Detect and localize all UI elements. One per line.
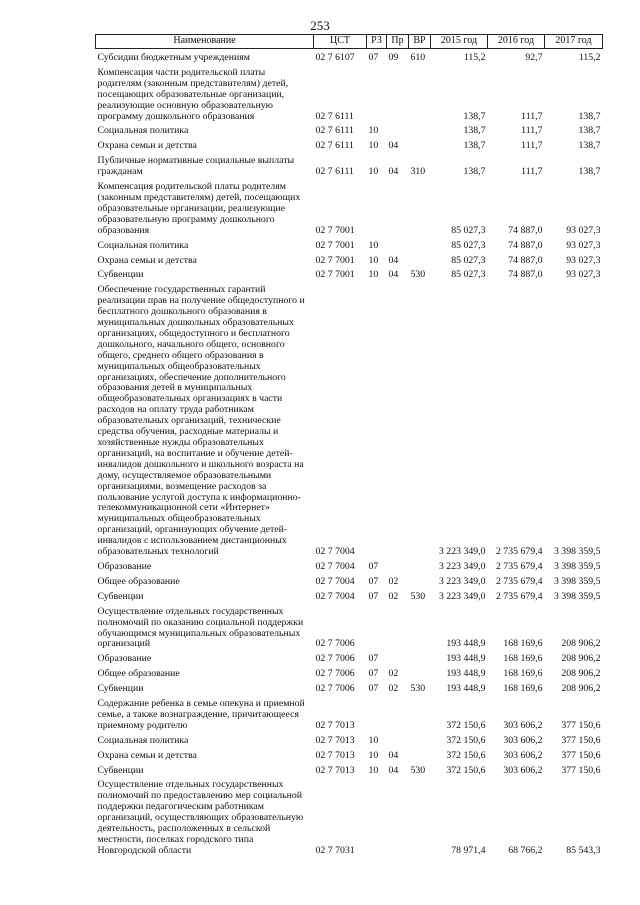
row-cst: 02 7 7004 xyxy=(315,560,355,572)
row-pr xyxy=(387,178,409,237)
row-vr xyxy=(409,665,431,680)
row-2016: 111,7 xyxy=(521,125,543,137)
row-2016: 303 606,2 xyxy=(503,734,543,746)
row-name: Образование xyxy=(97,653,152,665)
row-pr xyxy=(387,603,409,651)
row-2017: 3 398 359,5 xyxy=(553,560,601,572)
row-2017: 85 543,3 xyxy=(566,844,601,856)
table-row xyxy=(96,237,603,252)
row-2015: 3 223 349,0 xyxy=(438,575,486,587)
table-row xyxy=(96,558,603,573)
row-2017: 208 906,2 xyxy=(561,653,601,665)
row-name: Общее образование xyxy=(97,668,180,680)
header-cst: ЦСТ xyxy=(314,35,367,49)
row-2015: 85 027,3 xyxy=(451,269,486,281)
row-name: Охрана семьи и детства xyxy=(97,749,197,761)
row-2015: 193 448,9 xyxy=(446,668,486,680)
row-2015: 372 150,6 xyxy=(446,764,486,776)
row-2016: 2 735 679,4 xyxy=(495,575,543,587)
row-vr xyxy=(409,281,431,558)
row-rz: 10 xyxy=(368,734,379,746)
row-cst: 02 7 7013 xyxy=(315,719,355,731)
table-row xyxy=(96,603,603,651)
row-cst: 02 7 7001 xyxy=(315,254,355,266)
table-header-row xyxy=(96,35,603,49)
row-2015: 3 223 349,0 xyxy=(438,546,486,558)
row-2015: 138,7 xyxy=(463,166,486,178)
row-2015: 138,7 xyxy=(463,110,486,122)
row-2016: 303 606,2 xyxy=(503,764,543,776)
row-vr: 530 xyxy=(410,683,426,695)
row-2017: 93 027,3 xyxy=(566,254,601,266)
row-2017: 115,2 xyxy=(578,52,601,63)
row-name: Публичные нормативные социальные выплаты гражданам xyxy=(97,155,295,178)
row-name: Осуществление отдельных государственных полномочий по оказанию социальной поддержки обучающимся муниципальных образовательных организаций xyxy=(97,605,304,650)
row-rz: 07 xyxy=(368,653,379,665)
header-vr: ВР xyxy=(409,35,431,49)
table-row xyxy=(96,281,603,558)
row-vr xyxy=(409,603,431,651)
row-cst: 02 7 7001 xyxy=(315,224,355,236)
row-rz xyxy=(367,695,387,732)
row-vr xyxy=(409,64,431,123)
table-row xyxy=(96,252,603,267)
row-cst: 02 7 7001 xyxy=(315,269,355,281)
row-vr: 310 xyxy=(410,166,426,178)
row-vr: 530 xyxy=(410,269,426,281)
row-pr: 02 xyxy=(388,575,399,587)
row-vr xyxy=(409,178,431,237)
row-rz xyxy=(367,64,387,123)
row-vr: 530 xyxy=(410,764,426,776)
row-name: Общее образование xyxy=(97,575,180,587)
row-rz: 10 xyxy=(368,166,379,178)
page-number: 253 xyxy=(310,18,330,33)
row-cst: 02 7 7006 xyxy=(315,638,355,650)
row-pr xyxy=(387,558,409,573)
row-cst: 02 7 7013 xyxy=(315,749,355,761)
row-rz: 07 xyxy=(368,668,379,680)
header-pr: Пр xyxy=(387,35,409,49)
table-row xyxy=(96,762,603,777)
row-cst: 02 7 7004 xyxy=(315,590,355,602)
row-rz: 10 xyxy=(368,125,379,137)
row-vr xyxy=(409,122,431,137)
header-2017: 2017 год xyxy=(545,35,603,49)
row-2016: 68 766,2 xyxy=(508,844,543,856)
row-rz: 07 xyxy=(368,683,379,695)
row-2017: 377 150,6 xyxy=(561,734,601,746)
row-rz: 10 xyxy=(368,749,379,761)
row-pr: 04 xyxy=(388,269,399,281)
row-cst: 02 7 6111 xyxy=(315,125,354,137)
row-name: Субсидии бюджетным учреждениям xyxy=(97,52,250,63)
row-2016: 168 169,6 xyxy=(503,683,543,695)
row-rz: 07 xyxy=(368,590,379,602)
row-2017: 93 027,3 xyxy=(566,224,601,236)
row-2017: 138,7 xyxy=(578,125,601,137)
row-2017: 377 150,6 xyxy=(561,719,601,731)
row-name: Осуществление отдельных государственных полномочий по предоставлению мер социальной поддержки педагогическим работникам организаций, осуществляющих образовательную деятельность, расположенных в сельской местности, поселках городского типа Новгородской области xyxy=(97,779,304,856)
row-name: Компенсация родительской платы родителям (законным представителям) детей, посещающих образовательные организации, реализующие образовательную программу дошкольного образования xyxy=(97,181,301,236)
row-pr xyxy=(387,64,409,123)
row-2017: 208 906,2 xyxy=(561,668,601,680)
row-pr xyxy=(387,650,409,665)
row-vr xyxy=(409,137,431,152)
row-pr: 04 xyxy=(388,254,399,266)
row-2015: 78 971,4 xyxy=(451,844,486,856)
table-row xyxy=(96,776,603,856)
row-2015: 372 150,6 xyxy=(446,719,486,731)
row-vr xyxy=(409,695,431,732)
row-pr xyxy=(387,237,409,252)
row-2017: 138,7 xyxy=(578,140,601,152)
row-pr: 02 xyxy=(388,590,399,602)
row-vr xyxy=(409,747,431,762)
row-2016: 74 887,0 xyxy=(508,224,543,236)
table-row xyxy=(96,695,603,732)
row-vr xyxy=(409,650,431,665)
table-row xyxy=(96,137,603,152)
row-2017: 93 027,3 xyxy=(566,239,601,251)
row-2015: 3 223 349,0 xyxy=(438,590,486,602)
row-rz: 10 xyxy=(368,140,379,152)
header-rz: РЗ xyxy=(367,35,387,49)
row-vr xyxy=(409,776,431,856)
row-2016: 168 169,6 xyxy=(503,638,543,650)
budget-table xyxy=(95,34,603,857)
row-name: Субвенции xyxy=(97,764,144,776)
row-name: Образование xyxy=(97,560,152,572)
row-cst: 02 7 7006 xyxy=(315,653,355,665)
row-pr: 04 xyxy=(388,764,399,776)
row-2017: 93 027,3 xyxy=(566,269,601,281)
table-row xyxy=(96,732,603,747)
table-row xyxy=(96,747,603,762)
row-cst: 02 7 7004 xyxy=(315,575,355,587)
row-2016: 168 169,6 xyxy=(503,668,543,680)
row-pr: 09 xyxy=(388,52,399,63)
row-cst: 02 7 6111 xyxy=(315,140,354,152)
row-name: Охрана семьи и детства xyxy=(97,254,197,266)
row-2015: 115,2 xyxy=(463,52,486,63)
row-2017: 208 906,2 xyxy=(561,683,601,695)
row-name: Субвенции xyxy=(97,269,144,281)
row-cst: 02 7 7004 xyxy=(315,546,355,558)
row-pr xyxy=(387,122,409,137)
row-vr: 530 xyxy=(410,590,426,602)
row-2016: 168 169,6 xyxy=(503,653,543,665)
row-2017: 377 150,6 xyxy=(561,764,601,776)
row-pr xyxy=(387,776,409,856)
table-row xyxy=(96,650,603,665)
row-vr xyxy=(409,252,431,267)
row-2015: 193 448,9 xyxy=(446,638,486,650)
row-2017: 3 398 359,5 xyxy=(553,575,601,587)
row-name: Социальная политика xyxy=(97,125,189,137)
row-rz xyxy=(367,776,387,856)
row-2016: 74 887,0 xyxy=(508,269,543,281)
row-name: Социальная политика xyxy=(97,734,189,746)
row-vr xyxy=(409,573,431,588)
row-name: Компенсация части родительской платы родителям (законным представителям) детей, посещающих образовательные организации, реализующие основную образовательную программу дошкольного образования xyxy=(97,66,289,122)
row-2017: 138,7 xyxy=(578,166,601,178)
row-cst: 02 7 7001 xyxy=(315,239,355,251)
row-pr: 02 xyxy=(388,683,399,695)
row-2015: 85 027,3 xyxy=(451,254,486,266)
row-rz: 10 xyxy=(368,269,379,281)
row-name: Охрана семьи и детства xyxy=(97,140,197,152)
row-rz xyxy=(367,281,387,558)
row-rz: 07 xyxy=(368,52,379,63)
row-rz xyxy=(367,178,387,237)
row-vr xyxy=(409,558,431,573)
row-cst: 02 7 6107 xyxy=(315,52,355,63)
row-2015: 372 150,6 xyxy=(446,734,486,746)
row-cst: 02 7 7006 xyxy=(315,668,355,680)
row-rz xyxy=(367,603,387,651)
row-2016: 111,7 xyxy=(521,110,543,122)
row-pr: 04 xyxy=(388,749,399,761)
table-row xyxy=(96,178,603,237)
row-2015: 85 027,3 xyxy=(451,224,486,236)
row-vr xyxy=(409,237,431,252)
row-2016: 2 735 679,4 xyxy=(495,560,543,572)
row-cst: 02 7 7013 xyxy=(315,734,355,746)
header-name: Наименование xyxy=(96,35,314,49)
row-name: Социальная политика xyxy=(97,239,189,251)
row-2016: 111,7 xyxy=(521,140,543,152)
row-name: Содержание ребенка в семье опекуна и приемной семье, а также вознаграждение, причитающееся приемному родителю xyxy=(97,698,305,731)
table-row xyxy=(96,152,603,178)
row-2016: 92,7 xyxy=(525,52,543,63)
row-2015: 372 150,6 xyxy=(446,749,486,761)
table-row xyxy=(96,64,603,123)
row-cst: 02 7 7031 xyxy=(315,844,355,856)
row-2015: 193 448,9 xyxy=(446,653,486,665)
row-name: Обеспечение государственных гарантий реализации прав на получение общедоступного и бесплатного дошкольного образования в муниципальных дошкольных образовательных организациях, общедоступного и бесплатного дошкольного, начального общего, основного общего, среднего общего образования в муниципальных общеобразовательных организациях, обеспечение дополнительного образования детей в муниципальных общеобразовательных организациях в части расходов на оплату труда работникам образовательных организаций, технические средства обучения, расходные материалы и хозяйственные нужды образовательных организаций, на воспитание и обучение детей-инвалидов дошкольного и школьного возраста на дому, осуществляемое образовательными организациями, возмещение расходов за пользование услугой доступа к информационно-телекоммуникационной сети «Интернет» муниципальных общеобразовательных организаций, организующих обучение детей-инвалидов с использованием дистанционных образовательных технологий xyxy=(97,284,305,558)
row-pr: 02 xyxy=(388,668,399,680)
row-2016: 2 735 679,4 xyxy=(495,590,543,602)
row-pr: 04 xyxy=(388,166,399,178)
row-pr xyxy=(387,695,409,732)
table-row xyxy=(96,680,603,695)
table-row xyxy=(96,122,603,137)
row-2016: 2 735 679,4 xyxy=(495,546,543,558)
row-pr xyxy=(387,281,409,558)
row-name: Субвенции xyxy=(97,683,144,695)
header-2015: 2015 год xyxy=(431,35,488,49)
row-2015: 85 027,3 xyxy=(451,239,486,251)
table-row xyxy=(96,266,603,281)
row-2015: 138,7 xyxy=(463,125,486,137)
row-vr: 610 xyxy=(410,52,426,63)
row-2015: 138,7 xyxy=(463,140,486,152)
row-2016: 74 887,0 xyxy=(508,254,543,266)
row-2017: 208 906,2 xyxy=(561,638,601,650)
row-2017: 3 398 359,5 xyxy=(553,590,601,602)
row-2017: 138,7 xyxy=(578,110,601,122)
row-2017: 3 398 359,5 xyxy=(553,546,601,558)
table-row xyxy=(96,665,603,680)
row-2016: 74 887,0 xyxy=(508,239,543,251)
row-cst: 02 7 6111 xyxy=(315,166,354,178)
row-rz: 10 xyxy=(368,239,379,251)
table-row xyxy=(96,588,603,603)
row-2015: 193 448,9 xyxy=(446,683,486,695)
row-vr xyxy=(409,732,431,747)
row-2017: 377 150,6 xyxy=(561,749,601,761)
row-pr: 04 xyxy=(388,140,399,152)
table-row xyxy=(96,573,603,588)
row-cst: 02 7 7006 xyxy=(315,683,355,695)
row-rz: 10 xyxy=(368,254,379,266)
row-name: Субвенции xyxy=(97,590,144,602)
header-2016: 2016 год xyxy=(488,35,545,49)
table-row xyxy=(96,49,603,64)
row-2016: 303 606,2 xyxy=(503,719,543,731)
row-2015: 3 223 349,0 xyxy=(438,560,486,572)
row-cst: 02 7 7013 xyxy=(315,764,355,776)
row-2016: 111,7 xyxy=(521,166,543,178)
row-rz: 07 xyxy=(368,575,379,587)
row-rz: 10 xyxy=(368,764,379,776)
row-pr xyxy=(387,732,409,747)
row-rz: 07 xyxy=(368,560,379,572)
row-2016: 303 606,2 xyxy=(503,749,543,761)
row-cst: 02 7 6111 xyxy=(315,110,354,122)
